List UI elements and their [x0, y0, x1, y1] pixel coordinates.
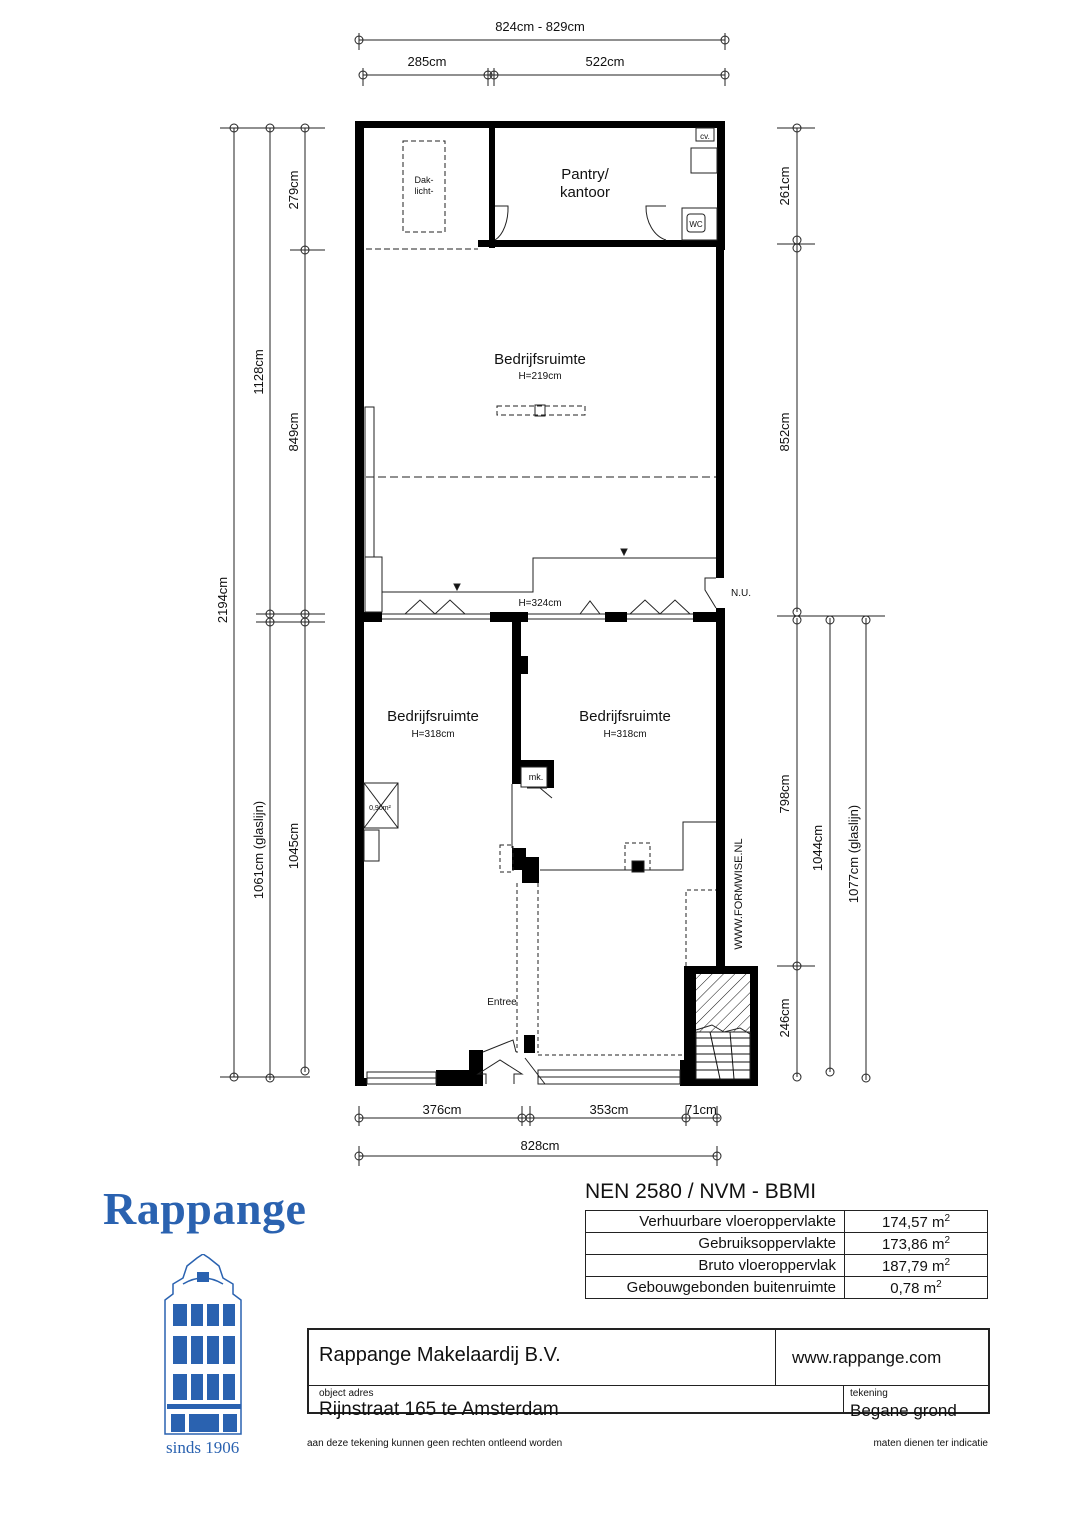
mk-label: mk.	[528, 772, 544, 782]
dim-right-far: 1044cm	[810, 824, 825, 872]
dim-total-bottom: 828cm	[520, 1138, 560, 1153]
dim-bottom-mid: 353cm	[589, 1102, 629, 1117]
dim-right-glass: 1077cm (glaslijn)	[846, 804, 861, 904]
pantry-label-2: kantoor	[559, 184, 611, 201]
wc-label: WC	[689, 220, 703, 229]
dim-right-mid: 852cm	[777, 412, 792, 452]
area-value: 187,79 $m^2$	[845, 1255, 988, 1277]
area-value: 174,57 $m^2$	[845, 1211, 988, 1233]
room-right-height: H=318cm	[603, 729, 647, 740]
room-labels	[369, 132, 751, 1008]
website-cell	[776, 1330, 988, 1386]
divider	[843, 1386, 844, 1412]
table-row	[586, 1211, 988, 1233]
skylight-label-2: licht-	[414, 186, 434, 196]
room-left-label: Bedrijfsruimte	[387, 708, 479, 725]
dim-bottom-right: 71cm	[685, 1102, 717, 1117]
dim-top-right: 522cm	[585, 54, 625, 69]
area-table	[585, 1210, 988, 1299]
dim-right-bottom: 246cm	[777, 998, 792, 1038]
canal-house-logo	[163, 1254, 245, 1436]
area-label: Verhuurbare vloeroppervlakte	[586, 1211, 845, 1233]
dim-left-glass: 1061cm (glaslijn)	[251, 800, 266, 900]
watermark-text: WWW.FORMWISE.NL	[733, 838, 745, 950]
dim-right-lower: 798cm	[777, 774, 792, 814]
footer-disclaimer: aan deze tekening kunnen geen rechten ontleend worden	[307, 1438, 563, 1449]
company-cell	[309, 1330, 776, 1386]
company-name: Rappange Makelaardij B.V.	[319, 1344, 561, 1366]
dim-left-pantry: 279cm	[286, 170, 301, 210]
dim-right-top: 261cm	[777, 166, 792, 206]
dim-left-upper: 1128cm	[251, 349, 266, 395]
area-label: Gebruiksoppervlakte	[586, 1233, 845, 1255]
dim-left-mid: 849cm	[286, 412, 301, 452]
footer-note: maten dienen ter indicatie	[873, 1438, 988, 1449]
table-row	[586, 1255, 988, 1277]
cv-label: cv.	[700, 132, 710, 141]
object-address: Rijnstraat 165 te Amsterdam	[319, 1399, 559, 1420]
skylight-label-1: Dak-	[414, 175, 434, 185]
brand-logo-text: Rappange	[103, 1183, 307, 1234]
dim-top-left: 285cm	[407, 54, 447, 69]
room-right-label: Bedrijfsruimte	[579, 708, 671, 725]
area-value: 0,78 $m^2$	[845, 1277, 988, 1299]
nen-title: NEN 2580 / NVM - BBMI	[585, 1180, 817, 1203]
area-label: Gebouwgebonden buitenruimte	[586, 1277, 845, 1299]
entree-label: Entree	[487, 997, 517, 1008]
website-link[interactable]: www.rappange.com	[792, 1348, 942, 1367]
title-block	[307, 1328, 990, 1420]
table-row	[586, 1233, 988, 1255]
table-row	[586, 1277, 988, 1299]
drawing-caption: tekening	[850, 1388, 888, 1399]
dim-total-top: 824cm - 829cm	[495, 19, 585, 34]
address-caption: object adres	[319, 1388, 374, 1399]
brand-since: sinds 1906	[166, 1438, 240, 1457]
mid-height: H=324cm	[518, 598, 562, 609]
dim-left-total: 2194cm	[215, 576, 230, 624]
room-top-label: Bedrijfsruimte	[494, 351, 586, 368]
shower-label: 0,90m²	[369, 805, 391, 812]
pantry-label-1: Pantry/	[561, 166, 609, 183]
nu-label: N.U.	[731, 588, 751, 599]
dim-bottom-left: 376cm	[422, 1102, 462, 1117]
drawing-name: Begane grond	[850, 1401, 957, 1420]
room-left-height: H=318cm	[411, 729, 455, 740]
area-value: 173,86 $m^2$	[845, 1233, 988, 1255]
room-top-height: H=219cm	[518, 371, 562, 382]
area-label: Bruto vloeroppervlak	[586, 1255, 845, 1277]
dim-left-lower: 1045cm	[286, 822, 301, 870]
